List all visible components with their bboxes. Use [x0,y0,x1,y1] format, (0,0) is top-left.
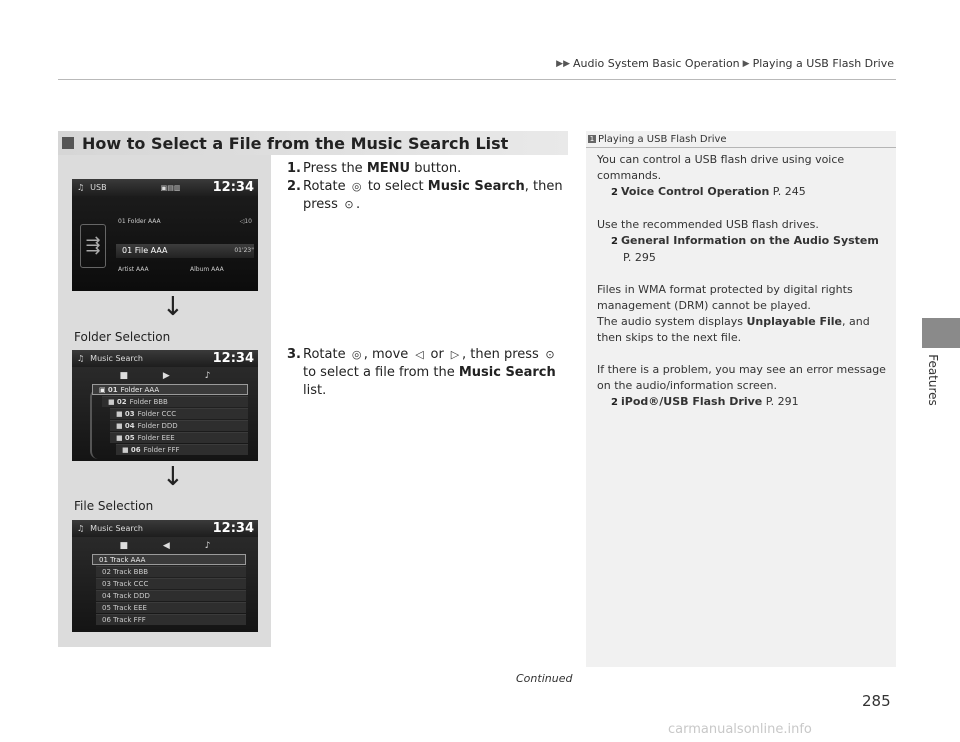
usb-screen-body [72,196,258,291]
folder-icon[interactable]: ■ [119,371,128,381]
folder-icon: ▣ [99,386,108,394]
volume-indicator: ◁10 [239,218,252,225]
breadcrumb-page[interactable]: Playing a USB Flash Drive [752,57,894,70]
file-line: 01 File AAA [116,244,254,258]
page-number: 285 [862,692,891,710]
screen-title: USB [90,183,107,192]
list-item[interactable]: 05 Track EEE [96,602,246,613]
folder-selection-caption: Folder Selection [74,330,171,344]
list-item[interactable]: 04 Track DDD [96,590,246,601]
section-square-icon [62,137,74,149]
note-paragraph: If there is a problem, you may see an error message on the audio/information screen. 2 iPod®/USB Flash Drive P. 291 [597,362,889,411]
note-paragraph: Files in WMA format protected by digital rights management (DRM) cannot be played. The audio system displays Unplayable File, and then skips to the next file. [597,283,870,344]
cross-reference-link[interactable]: 2 iPod®/USB Flash Drive P. 291 [597,394,889,411]
note-paragraph: Use the recommended USB flash drives. 2 General Information on the Audio System P. 295 [597,217,889,266]
track-list [72,537,258,632]
note-paragraph: You can control a USB flash drive using voice commands. 2 Voice Control Operation P. 245 [597,152,889,201]
press-knob-icon: ⊙ [545,348,555,361]
list-item[interactable]: ■ 05 Folder EEE [110,432,248,443]
down-arrow-icon: ↓ [162,462,184,492]
cross-reference-link[interactable]: 2 Voice Control Operation P. 245 [597,184,889,201]
list-item[interactable]: 03 Track CCC [96,578,246,589]
section-header [58,131,568,155]
continued-label: Continued [516,672,573,685]
screen-clock: 12:34 [212,351,254,366]
chapter-label: Features [926,354,941,406]
screen-title: Music Search [90,354,143,363]
reference-arrow-icon: 2 [611,236,618,247]
list-item[interactable]: ▣ 01 Folder AAA [92,384,248,395]
section-title: How to Select a File from the Music Search List [82,133,509,153]
cross-reference-page[interactable]: P. 295 [623,251,656,264]
screen-clock: 12:34 [212,180,254,195]
usb-screen [72,179,258,291]
artist-line: Artist AAA [118,266,149,273]
folder-list [72,367,258,461]
chapter-tab[interactable] [922,318,960,348]
album-line: Album AAA [190,266,224,273]
list-item[interactable]: 06 Track FFF [96,614,246,625]
breadcrumb [556,57,894,70]
press-knob-icon: ⊙ [344,198,354,211]
folder-icon: ■ [116,410,125,418]
notes-heading: 1 Playing a USB Flash Drive [586,131,896,148]
screen-status-bar [72,520,258,537]
elapsed-time: 01'23" [234,247,254,254]
music-note-icon[interactable]: ♪ [204,371,211,381]
watermark: carmanualsonline.info [668,722,812,737]
step-3: 3. Rotate ◎ , move ◁ or ▷ , then press ⊙ to select a file from the Music Search list. [287,347,556,398]
selector-knob-icon: ◎ [351,348,362,361]
move-left-icon: ◁ [415,348,424,361]
header-divider [58,79,896,80]
music-note-icon: ♫ [77,524,85,533]
play-icon[interactable]: ▶ [162,371,170,381]
step-1: 1. Press the MENU button. [287,161,462,176]
list-item[interactable]: 01 Track AAA [92,554,246,565]
list-item[interactable]: ■ 02 Folder BBB [102,396,248,407]
folder-icon: ■ [122,446,131,454]
move-right-icon: ▷ [450,348,460,361]
screen-status-bar [72,350,258,367]
track-search-screen [72,520,258,632]
list-item[interactable]: ■ 03 Folder CCC [110,408,248,419]
music-note-icon: ♫ [77,354,85,363]
search-category-icons [72,541,258,553]
breadcrumb-section[interactable]: Audio System Basic Operation [573,57,740,70]
folder-icon: ■ [116,422,125,430]
screen-title: Music Search [90,524,143,533]
file-selection-caption: File Selection [74,499,154,513]
screen-clock: 12:34 [212,521,254,536]
tree-connector [90,389,102,459]
folder-icon: ■ [108,398,117,406]
notes-body [597,152,889,427]
screen-status-bar [72,179,258,196]
search-category-icons [72,371,258,383]
step-2: 2. Rotate ◎ to select Music Search, then press ⊙ . [287,179,563,212]
back-icon[interactable]: ◀ [162,541,170,551]
breadcrumb-arrow-icon: ▶ [742,58,750,69]
selector-knob-icon: ◎ [351,180,362,193]
list-item[interactable]: ■ 06 Folder FFF [116,444,248,455]
cross-reference-link[interactable]: 2 General Information on the Audio System [597,233,889,250]
status-icons: ▣▤▥ [160,183,181,192]
folder-search-screen [72,350,258,461]
reference-arrow-icon: 2 [611,187,618,198]
list-item[interactable]: 02 Track BBB [96,566,246,577]
folder-line: 01 Folder AAA [118,218,161,225]
list-item[interactable]: ■ 04 Folder DDD [110,420,248,431]
note-marker-icon: 1 [589,135,595,143]
folder-icon[interactable]: ■ [119,541,128,551]
usb-icon: ⇶ [80,224,106,268]
breadcrumb-arrow-icon: ▶▶ [556,58,571,69]
folder-icon: ■ [116,434,125,442]
reference-arrow-icon: 2 [611,397,618,408]
music-note-icon: ♫ [77,183,85,192]
down-arrow-icon: ↓ [162,292,184,322]
music-note-icon[interactable]: ♪ [204,541,211,551]
